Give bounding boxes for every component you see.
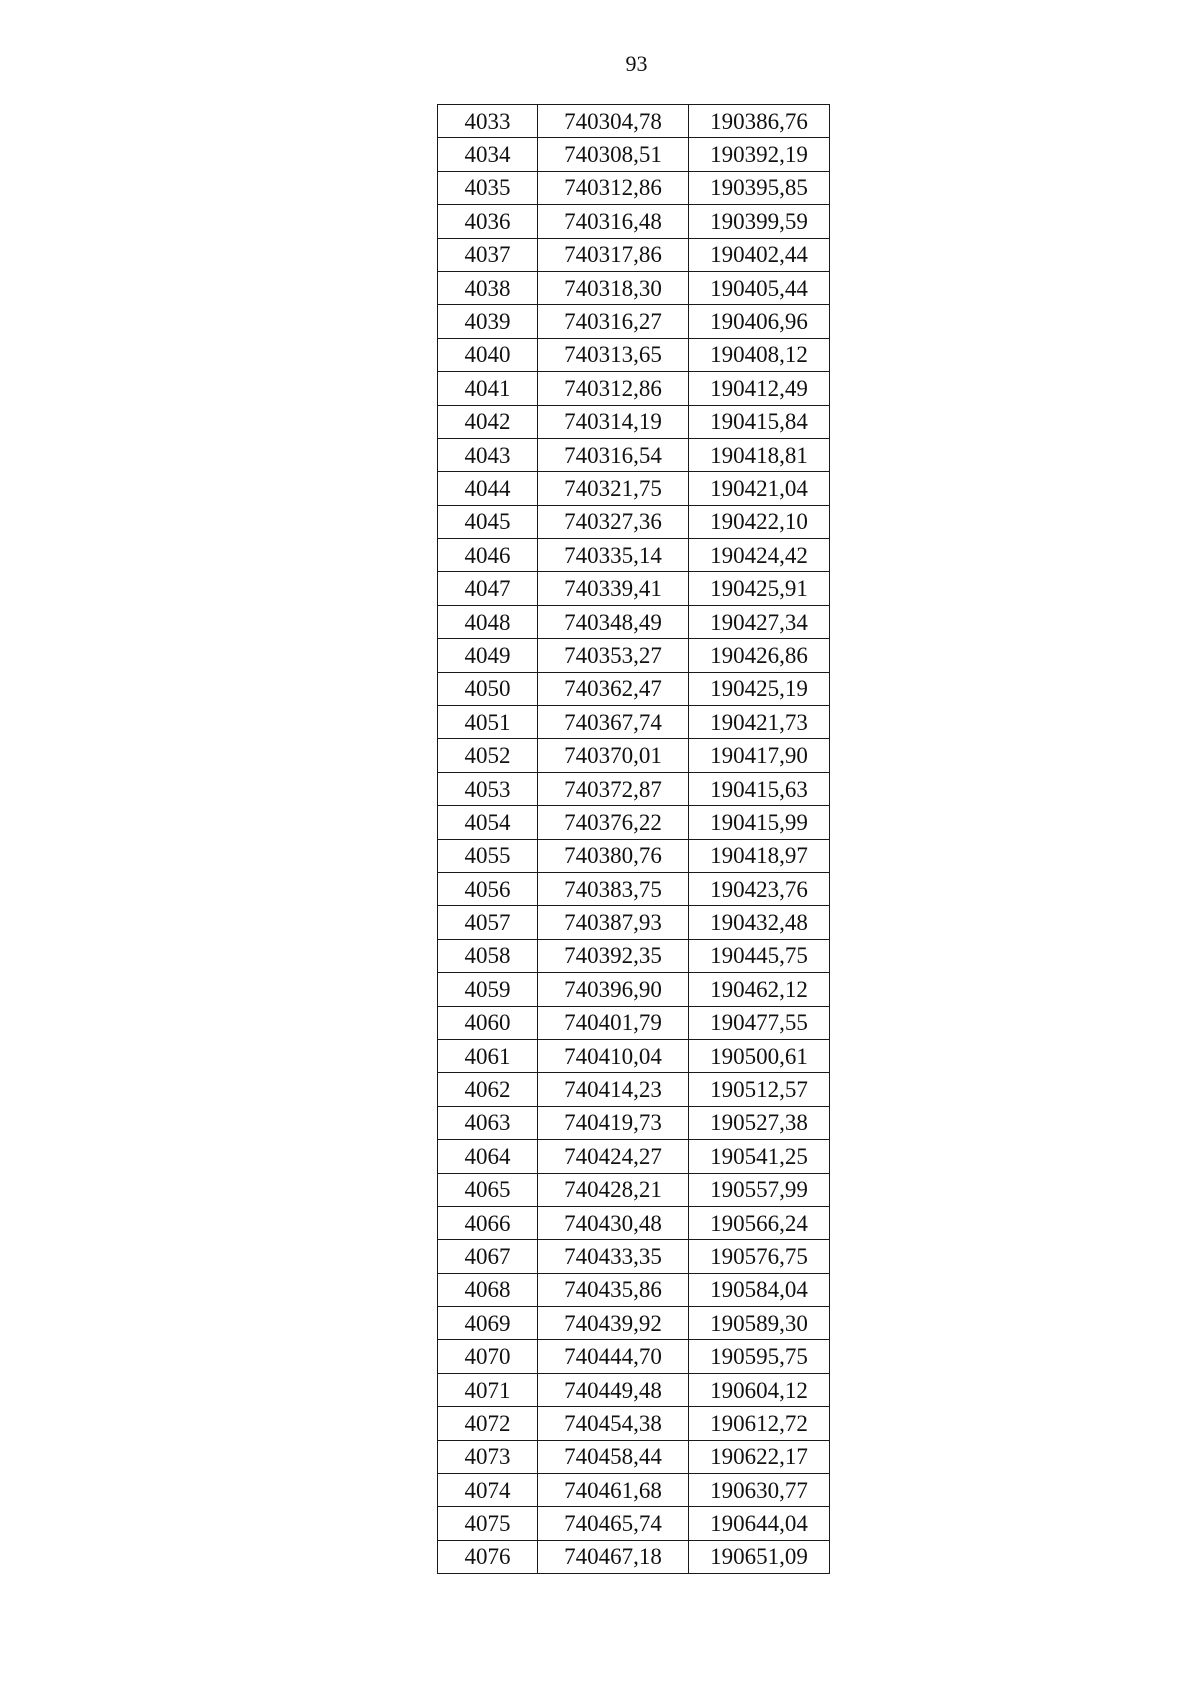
point-number-cell: 4060 — [438, 1006, 538, 1039]
x-coordinate-cell: 740316,54 — [538, 438, 689, 471]
x-coordinate-cell: 740316,48 — [538, 205, 689, 238]
y-coordinate-cell: 190576,75 — [689, 1240, 830, 1273]
point-number-cell: 4074 — [438, 1474, 538, 1507]
y-coordinate-cell: 190412,49 — [689, 372, 830, 405]
table-row — [438, 806, 830, 839]
table-row — [438, 105, 830, 138]
table-row — [438, 1373, 830, 1406]
x-coordinate-cell: 740348,49 — [538, 605, 689, 638]
point-number-cell: 4059 — [438, 973, 538, 1006]
table-row — [438, 772, 830, 805]
y-coordinate-cell: 190425,91 — [689, 572, 830, 605]
point-number-cell: 4033 — [438, 105, 538, 138]
point-number-cell: 4046 — [438, 539, 538, 572]
table-row — [438, 1273, 830, 1306]
y-coordinate-cell: 190527,38 — [689, 1106, 830, 1139]
point-number-cell: 4041 — [438, 372, 538, 405]
x-coordinate-cell: 740318,30 — [538, 271, 689, 304]
table-row — [438, 1106, 830, 1139]
y-coordinate-cell: 190445,75 — [689, 939, 830, 972]
x-coordinate-cell: 740458,44 — [538, 1440, 689, 1473]
table-row — [438, 1307, 830, 1340]
table-row — [438, 1340, 830, 1373]
table-row — [438, 1173, 830, 1206]
point-number-cell: 4057 — [438, 906, 538, 939]
table-row — [438, 1540, 830, 1573]
point-number-cell: 4068 — [438, 1273, 538, 1306]
table-row — [438, 505, 830, 538]
y-coordinate-cell: 190415,99 — [689, 806, 830, 839]
point-number-cell: 4056 — [438, 872, 538, 905]
y-coordinate-cell: 190415,84 — [689, 405, 830, 438]
y-coordinate-cell: 190604,12 — [689, 1373, 830, 1406]
table-row — [438, 1039, 830, 1072]
page-number: 93 — [625, 51, 648, 76]
point-number-cell: 4052 — [438, 739, 538, 772]
y-coordinate-cell: 190415,63 — [689, 772, 830, 805]
y-coordinate-cell: 190557,99 — [689, 1173, 830, 1206]
point-number-cell: 4064 — [438, 1140, 538, 1173]
point-number-cell: 4053 — [438, 772, 538, 805]
x-coordinate-cell: 740321,75 — [538, 472, 689, 505]
x-coordinate-cell: 740396,90 — [538, 973, 689, 1006]
table-row — [438, 271, 830, 304]
y-coordinate-cell: 190584,04 — [689, 1273, 830, 1306]
y-coordinate-cell: 190651,09 — [689, 1540, 830, 1573]
point-number-cell: 4037 — [438, 238, 538, 271]
table-row — [438, 1474, 830, 1507]
point-number-cell: 4066 — [438, 1206, 538, 1239]
table-row — [438, 872, 830, 905]
x-coordinate-cell: 740312,86 — [538, 372, 689, 405]
table-row — [438, 639, 830, 672]
x-coordinate-cell: 740353,27 — [538, 639, 689, 672]
x-coordinate-cell: 740428,21 — [538, 1173, 689, 1206]
y-coordinate-cell: 190402,44 — [689, 238, 830, 271]
point-number-cell: 4049 — [438, 639, 538, 672]
y-coordinate-cell: 190512,57 — [689, 1073, 830, 1106]
x-coordinate-cell: 740454,38 — [538, 1407, 689, 1440]
table-row — [438, 405, 830, 438]
y-coordinate-cell: 190589,30 — [689, 1307, 830, 1340]
table-row — [438, 1206, 830, 1239]
y-coordinate-cell: 190630,77 — [689, 1474, 830, 1507]
y-coordinate-cell: 190405,44 — [689, 271, 830, 304]
y-coordinate-cell: 190432,48 — [689, 906, 830, 939]
x-coordinate-cell: 740304,78 — [538, 105, 689, 138]
point-number-cell: 4050 — [438, 672, 538, 705]
y-coordinate-cell: 190622,17 — [689, 1440, 830, 1473]
y-coordinate-cell: 190417,90 — [689, 739, 830, 772]
point-number-cell: 4045 — [438, 505, 538, 538]
point-number-cell: 4065 — [438, 1173, 538, 1206]
table-row — [438, 1440, 830, 1473]
y-coordinate-cell: 190595,75 — [689, 1340, 830, 1373]
point-number-cell: 4036 — [438, 205, 538, 238]
y-coordinate-cell: 190418,97 — [689, 839, 830, 872]
point-number-cell: 4043 — [438, 438, 538, 471]
point-number-cell: 4069 — [438, 1307, 538, 1340]
table-row — [438, 672, 830, 705]
x-coordinate-cell: 740308,51 — [538, 138, 689, 171]
point-number-cell: 4061 — [438, 1039, 538, 1072]
point-number-cell: 4072 — [438, 1407, 538, 1440]
x-coordinate-cell: 740327,36 — [538, 505, 689, 538]
x-coordinate-cell: 740444,70 — [538, 1340, 689, 1373]
table-row — [438, 205, 830, 238]
table-row — [438, 939, 830, 972]
x-coordinate-cell: 740449,48 — [538, 1373, 689, 1406]
table-row — [438, 338, 830, 371]
y-coordinate-cell: 190425,19 — [689, 672, 830, 705]
x-coordinate-cell: 740362,47 — [538, 672, 689, 705]
x-coordinate-cell: 740316,27 — [538, 305, 689, 338]
point-number-cell: 4047 — [438, 572, 538, 605]
point-number-cell: 4048 — [438, 605, 538, 638]
table-row — [438, 605, 830, 638]
y-coordinate-cell: 190423,76 — [689, 872, 830, 905]
x-coordinate-cell: 740461,68 — [538, 1474, 689, 1507]
point-number-cell: 4044 — [438, 472, 538, 505]
point-number-cell: 4073 — [438, 1440, 538, 1473]
table-row — [438, 238, 830, 271]
y-coordinate-cell: 190644,04 — [689, 1507, 830, 1540]
point-number-cell: 4062 — [438, 1073, 538, 1106]
table-row — [438, 171, 830, 204]
table-row — [438, 1073, 830, 1106]
y-coordinate-cell: 190462,12 — [689, 973, 830, 1006]
y-coordinate-cell: 190422,10 — [689, 505, 830, 538]
y-coordinate-cell: 190424,42 — [689, 539, 830, 572]
y-coordinate-cell: 190395,85 — [689, 171, 830, 204]
point-number-cell: 4051 — [438, 706, 538, 739]
point-number-cell: 4042 — [438, 405, 538, 438]
point-number-cell: 4058 — [438, 939, 538, 972]
table-row — [438, 372, 830, 405]
table-row — [438, 839, 830, 872]
x-coordinate-cell: 740372,87 — [538, 772, 689, 805]
x-coordinate-cell: 740392,35 — [538, 939, 689, 972]
x-coordinate-cell: 740439,92 — [538, 1307, 689, 1340]
x-coordinate-cell: 740419,73 — [538, 1106, 689, 1139]
point-number-cell: 4076 — [438, 1540, 538, 1573]
x-coordinate-cell: 740312,86 — [538, 171, 689, 204]
x-coordinate-cell: 740433,35 — [538, 1240, 689, 1273]
y-coordinate-cell: 190418,81 — [689, 438, 830, 471]
y-coordinate-cell: 190612,72 — [689, 1407, 830, 1440]
table-row — [438, 1407, 830, 1440]
point-number-cell: 4067 — [438, 1240, 538, 1273]
point-number-cell: 4070 — [438, 1340, 538, 1373]
y-coordinate-cell: 190399,59 — [689, 205, 830, 238]
point-number-cell: 4054 — [438, 806, 538, 839]
x-coordinate-cell: 740387,93 — [538, 906, 689, 939]
table-row — [438, 1006, 830, 1039]
y-coordinate-cell: 190426,86 — [689, 639, 830, 672]
table-row — [438, 138, 830, 171]
point-number-cell: 4063 — [438, 1106, 538, 1139]
x-coordinate-cell: 740435,86 — [538, 1273, 689, 1306]
y-coordinate-cell: 190386,76 — [689, 105, 830, 138]
point-number-cell: 4034 — [438, 138, 538, 171]
table-row — [438, 572, 830, 605]
y-coordinate-cell: 190427,34 — [689, 605, 830, 638]
x-coordinate-cell: 740383,75 — [538, 872, 689, 905]
table-row — [438, 906, 830, 939]
x-coordinate-cell: 740314,19 — [538, 405, 689, 438]
y-coordinate-cell: 190392,19 — [689, 138, 830, 171]
x-coordinate-cell: 740335,14 — [538, 539, 689, 572]
point-number-cell: 4035 — [438, 171, 538, 204]
point-number-cell: 4040 — [438, 338, 538, 371]
table-row — [438, 1240, 830, 1273]
x-coordinate-cell: 740380,76 — [538, 839, 689, 872]
x-coordinate-cell: 740410,04 — [538, 1039, 689, 1072]
x-coordinate-cell: 740317,86 — [538, 238, 689, 271]
table-row — [438, 1140, 830, 1173]
x-coordinate-cell: 740313,65 — [538, 338, 689, 371]
x-coordinate-cell: 740367,74 — [538, 706, 689, 739]
x-coordinate-cell: 740467,18 — [538, 1540, 689, 1573]
table-row — [438, 739, 830, 772]
x-coordinate-cell: 740430,48 — [538, 1206, 689, 1239]
y-coordinate-cell: 190408,12 — [689, 338, 830, 371]
y-coordinate-cell: 190566,24 — [689, 1206, 830, 1239]
y-coordinate-cell: 190421,04 — [689, 472, 830, 505]
y-coordinate-cell: 190541,25 — [689, 1140, 830, 1173]
x-coordinate-cell: 740376,22 — [538, 806, 689, 839]
table-row — [438, 706, 830, 739]
x-coordinate-cell: 740401,79 — [538, 1006, 689, 1039]
coordinates-table-body — [438, 105, 830, 1574]
table-row — [438, 472, 830, 505]
point-number-cell: 4039 — [438, 305, 538, 338]
x-coordinate-cell: 740465,74 — [538, 1507, 689, 1540]
y-coordinate-cell: 190421,73 — [689, 706, 830, 739]
x-coordinate-cell: 740370,01 — [538, 739, 689, 772]
table-row — [438, 973, 830, 1006]
table-row — [438, 539, 830, 572]
y-coordinate-cell: 190406,96 — [689, 305, 830, 338]
y-coordinate-cell: 190477,55 — [689, 1006, 830, 1039]
table-row — [438, 305, 830, 338]
y-coordinate-cell: 190500,61 — [689, 1039, 830, 1072]
point-number-cell: 4038 — [438, 271, 538, 304]
point-number-cell: 4071 — [438, 1373, 538, 1406]
point-number-cell: 4055 — [438, 839, 538, 872]
coordinates-table — [437, 104, 830, 1574]
table-row — [438, 1507, 830, 1540]
x-coordinate-cell: 740424,27 — [538, 1140, 689, 1173]
x-coordinate-cell: 740414,23 — [538, 1073, 689, 1106]
point-number-cell: 4075 — [438, 1507, 538, 1540]
table-row — [438, 438, 830, 471]
x-coordinate-cell: 740339,41 — [538, 572, 689, 605]
